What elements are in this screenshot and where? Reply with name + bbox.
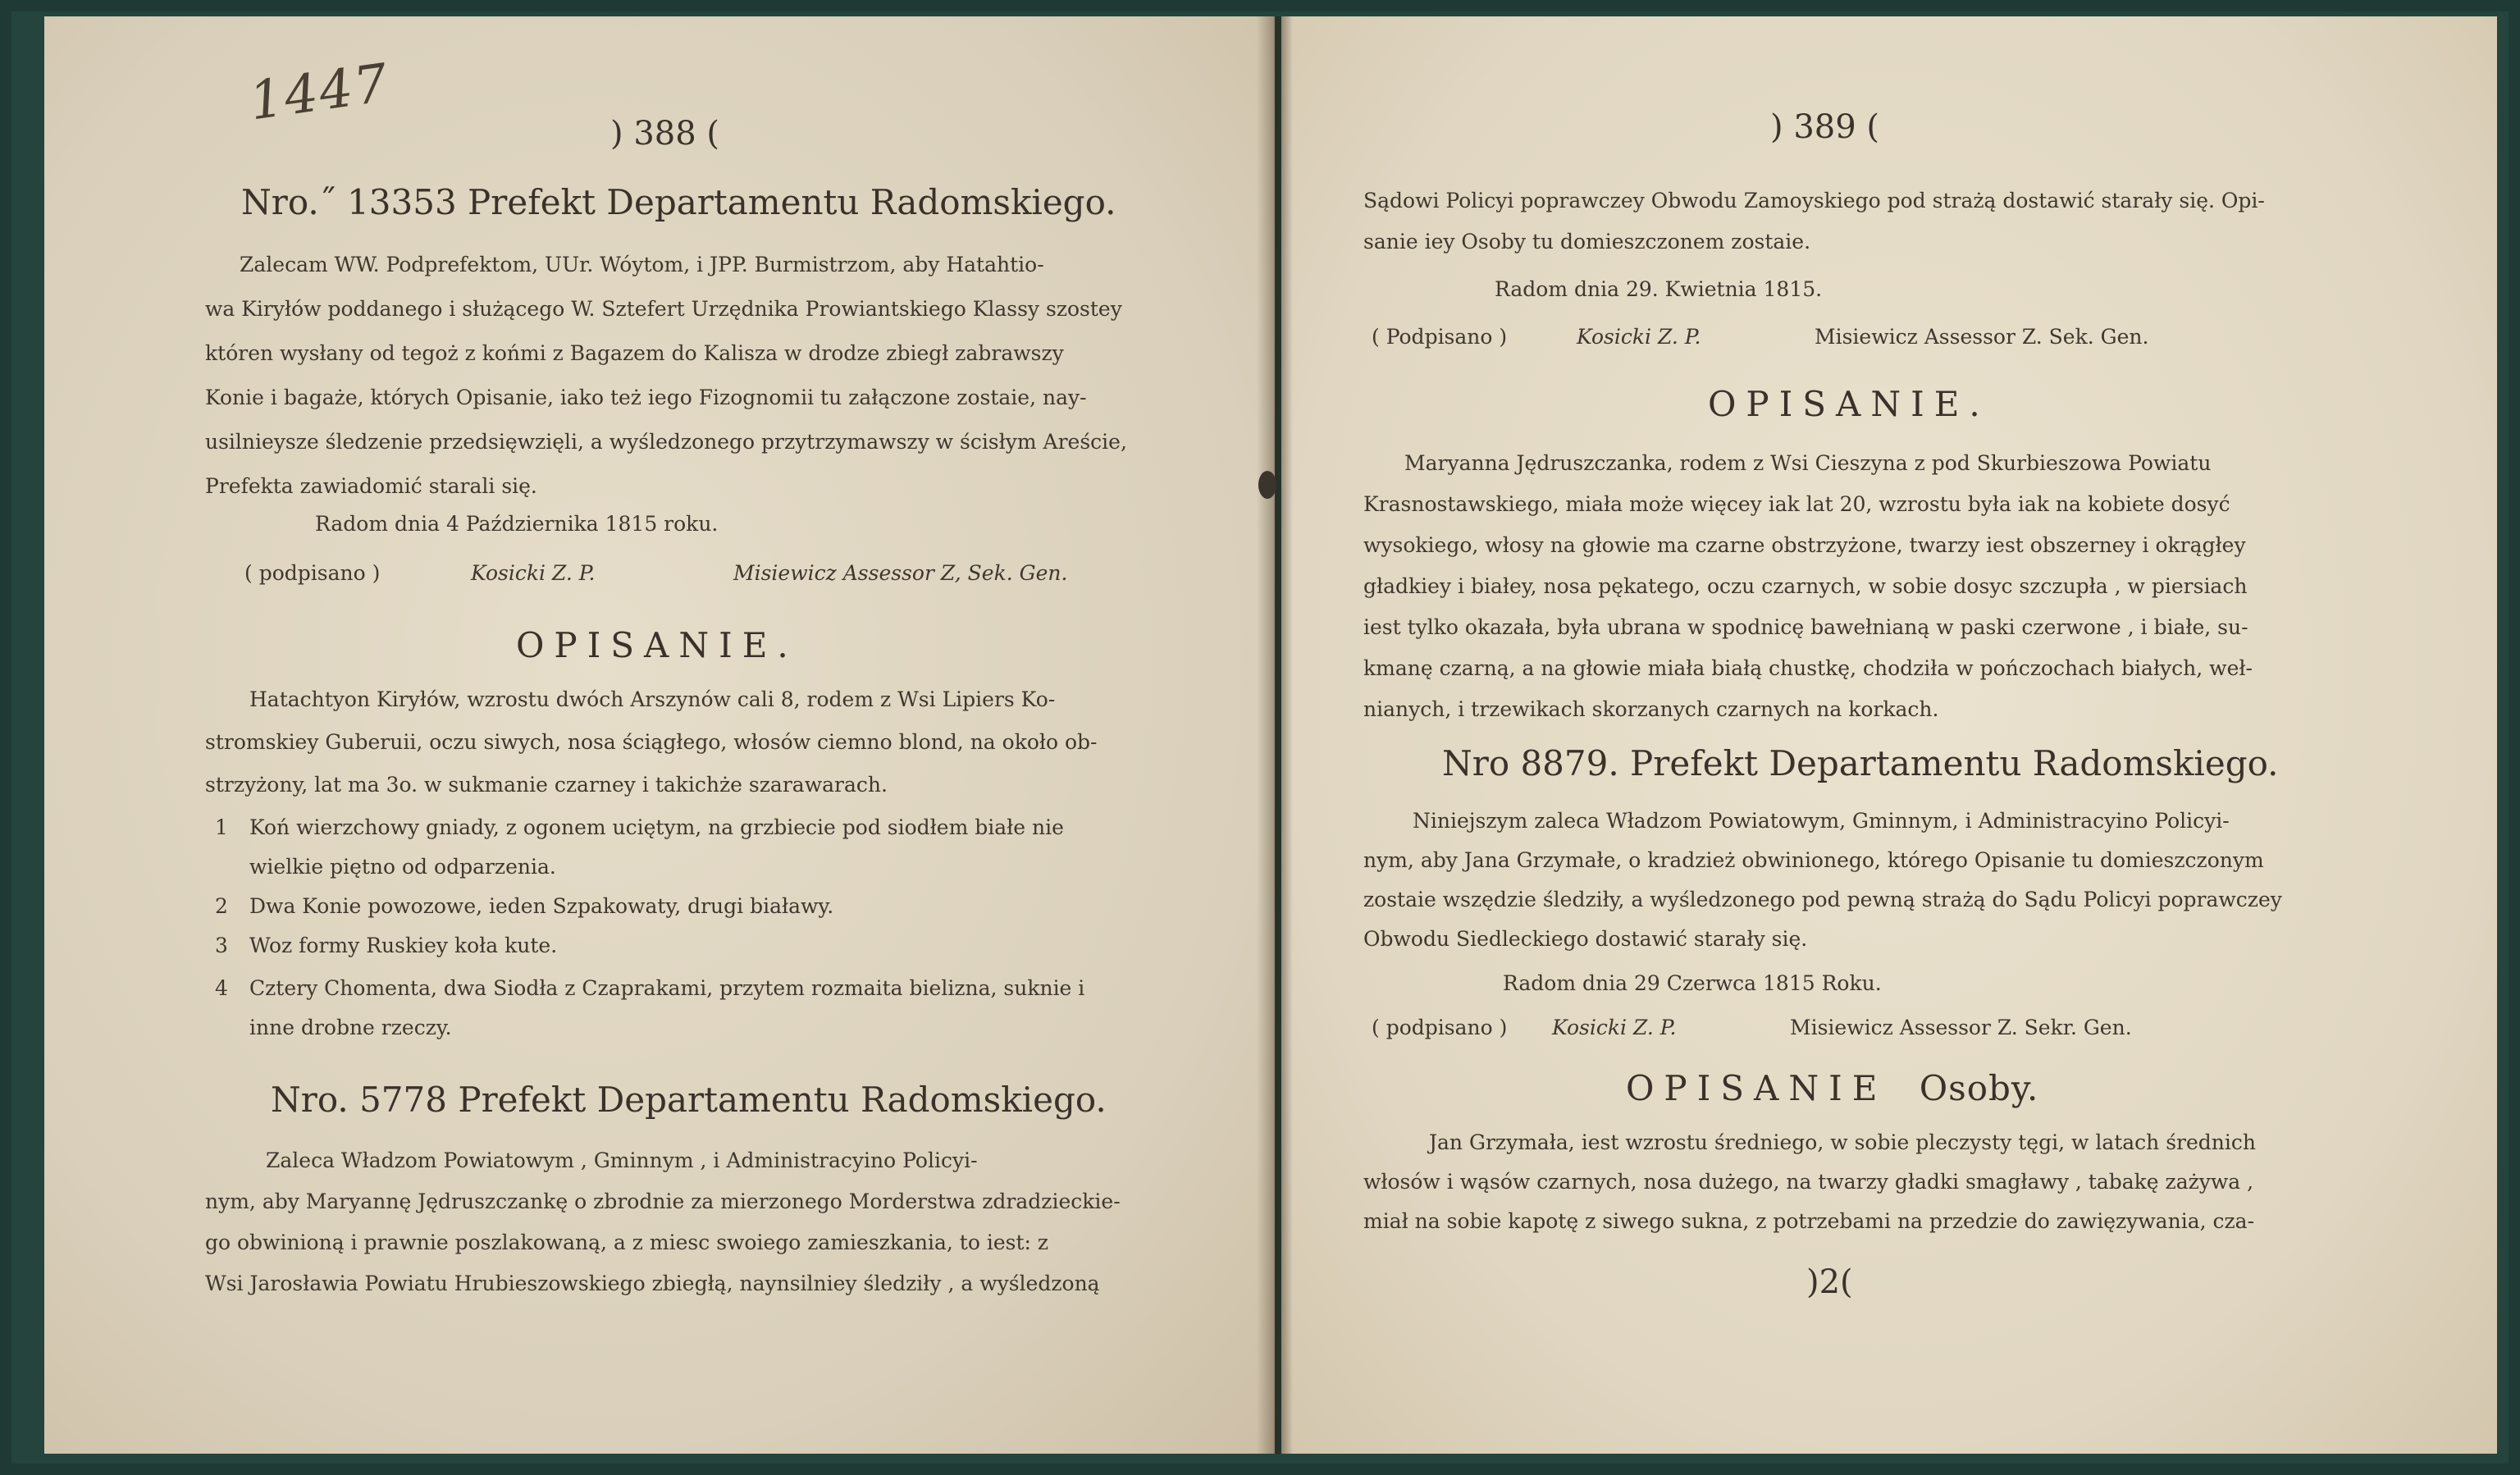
page-number: ) 388 ( <box>610 115 719 153</box>
text-line: Woz formy Ruskiey koła kute. <box>249 934 558 957</box>
text-line: Maryanna Jędruszczanka, rodem z Wsi Cieszyna z pod Skurbieszowa Powiatu <box>1404 451 2212 475</box>
text-line: zostaie wszędzie śledziły, a wyśledzonego pod pewną strażą do Sądu Policyi poprawczey <box>1363 888 2282 911</box>
item-number: 3 <box>215 934 228 957</box>
opisanie-suffix: Osoby. <box>1919 1068 2039 1108</box>
section-heading-opisanie <box>1626 1068 2038 1108</box>
date-line: Radom dnia 29. Kwietnia 1815. <box>1495 277 1823 301</box>
page-number: ) 389 ( <box>1770 108 1879 146</box>
text-line: Cztery Chomenta, dwa Siodła z Czaprakami, przytem rozmaita bielizna, suknie i <box>249 976 1085 1000</box>
text-line: nym, aby Maryannę Jędruszczankę o zbrodnie za mierzonego Morderstwa zdradzieckie- <box>205 1190 1121 1213</box>
date-line: Radom dnia 29 Czerwca 1815 Roku. <box>1503 971 1882 995</box>
signer: Misiewicz Assessor Z. Sek. Gen. <box>1815 325 2149 349</box>
text-line: Koń wierzchowy gniady, z ogonem uciętym, na grzbiecie pod siodłem białe nie <box>249 815 1064 839</box>
text-line: stromskiey Guberuii, oczu siwych, nosa ściągłego, włosów ciemno blond, na około ob- <box>205 730 1098 754</box>
right-page <box>1281 16 2497 1454</box>
text-line: nianych, i trzewikach skorzanych czarnych na korkach. <box>1363 697 1939 721</box>
item-number: 4 <box>215 976 228 1000</box>
signer: Misiewicz Assessor Z. Sekr. Gen. <box>1790 1016 2132 1039</box>
text-line: Jan Grzymała, iest wzrostu średniego, w sobie pleczysty tęgi, w latach średnich <box>1429 1130 2256 1154</box>
text-line: nym, aby Jana Grzymałe, o kradzież obwinionego, którego Opisanie tu domieszczonym <box>1363 848 2264 872</box>
text-line: usilnieysze śledzenie przedsięwzięli, a wyśledzonego przytrzymawszy w ścisłym Areście, <box>205 430 1127 454</box>
book-spread <box>11 11 2509 1464</box>
text-line: miał na sobie kapotę z siwego sukna, z potrzebami na przedzie do zawięzywania, cza- <box>1363 1209 2255 1233</box>
item-number: 2 <box>215 894 228 918</box>
text-line: Niniejszym zaleca Władzom Powiatowym, Gminnym, i Administracyino Policyi- <box>1413 809 2230 833</box>
signer: Misiewicz Assessor Z, Sek. Gen. <box>733 561 1068 585</box>
text-line: Obwodu Siedleckiego dostawić starały się. <box>1363 927 1808 951</box>
section-heading: Nro 8879. Prefekt Departamentu Radomskiego. <box>1442 743 2279 783</box>
text-line: Zalecam WW. Podprefektom, UUr. Wóytom, i JPP. Burmistrzom, aby Hatahtio- <box>240 253 1044 276</box>
text-line: Sądowi Policyi poprawczey Obwodu Zamoyskiego pod strażą dostawić starały się. Opi- <box>1363 189 2265 212</box>
date-line: Radom dnia 4 Października 1815 roku. <box>315 512 719 536</box>
signed-label: ( Podpisano ) <box>1372 325 1508 349</box>
signed-label: ( podpisano ) <box>244 561 381 585</box>
page-footer-mark: )2( <box>1806 1263 1853 1301</box>
text-line: Konie i bagaże, których Opisanie, iako też iego Fizognomii tu załączone zostaie, nay- <box>205 386 1087 409</box>
book-gutter <box>1257 16 1293 1454</box>
opisanie-label: OPISANIE <box>1626 1068 1888 1108</box>
section-heading-opisanie: OPISANIE. <box>1708 384 1990 424</box>
text-line: Zaleca Władzom Powiatowym , Gminnym , i Administracyino Policyi- <box>266 1148 978 1172</box>
left-page <box>44 16 1275 1454</box>
text-line: iest tylko okazała, była ubrana w spodnicę bawełnianą w paski czerwone , i białe, su- <box>1363 615 2248 639</box>
text-line: wysokiego, włosy na głowie ma czarne obstrzyżone, twarzy iest obszerney i okrągłey <box>1363 533 2246 557</box>
text-line: Wsi Jarosławia Powiatu Hrubieszowskiego zbiegłą, naynsilniey śledziły , a wyśledzoną <box>205 1272 1100 1295</box>
signer: Kosicki Z. P. <box>471 561 596 585</box>
text-line: Dwa Konie powozowe, ieden Szpakowaty, drugi białawy. <box>249 894 834 918</box>
text-line: go obwinioną i prawnie poszlakowaną, a z miesc swoiego zamieszkania, to iest: z <box>205 1231 1049 1254</box>
text-line: sanie iey Osoby tu domieszczonem zostaie. <box>1363 230 1811 253</box>
text-line: inne drobne rzeczy. <box>249 1016 452 1039</box>
text-line: wielkie piętno od odparzenia. <box>249 855 556 879</box>
section-heading: Nro. 5778 Prefekt Departamentu Radomskiego. <box>271 1080 1107 1120</box>
signer: Kosicki Z. P. <box>1552 1016 1677 1039</box>
text-line: Hatachtyon Kiryłów, wzrostu dwóch Arszynów cali 8, rodem z Wsi Lipiers Ko- <box>249 687 1056 711</box>
text-line: kmanę czarną, a na głowie miała białą chustkę, chodziła w pończochach białych, weł- <box>1363 656 2253 680</box>
ink-spot <box>1258 471 1276 499</box>
text-line: włosów i wąsów czarnych, nosa dużego, na twarzy gładki smagławy , tabakę zażywa , <box>1363 1170 2254 1194</box>
item-number: 1 <box>215 815 228 839</box>
handwritten-number: 1447 <box>245 53 394 133</box>
text-line: Prefekta zawiadomić starali się. <box>205 474 537 498</box>
section-heading: Nro.˝ 13353 Prefekt Departamentu Radomskiego. <box>241 182 1116 222</box>
section-heading-opisanie: OPISANIE. <box>516 625 798 665</box>
signer: Kosicki Z. P. <box>1577 325 1701 349</box>
text-line: strzyżony, lat ma 3o. w sukmanie czarney i takichże szarawarach. <box>205 773 888 797</box>
text-line: wa Kiryłów poddanego i służącego W. Sztefert Urzędnika Prowiantskiego Klassy szostey <box>205 297 1122 321</box>
text-line: któren wysłany od tegoż z końmi z Bagazem do Kalisza w drodze zbiegł zabrawszy <box>205 341 1064 365</box>
text-line: Krasnostawskiego, miała może więcey iak lat 20, wzrostu była iak na kobiete dosyć <box>1363 492 2230 516</box>
signed-label: ( podpisano ) <box>1372 1016 1508 1039</box>
text-line: gładkiey i białey, nosa pękatego, oczu czarnych, w sobie dosyc szczupła , w piersiach <box>1363 574 2248 598</box>
